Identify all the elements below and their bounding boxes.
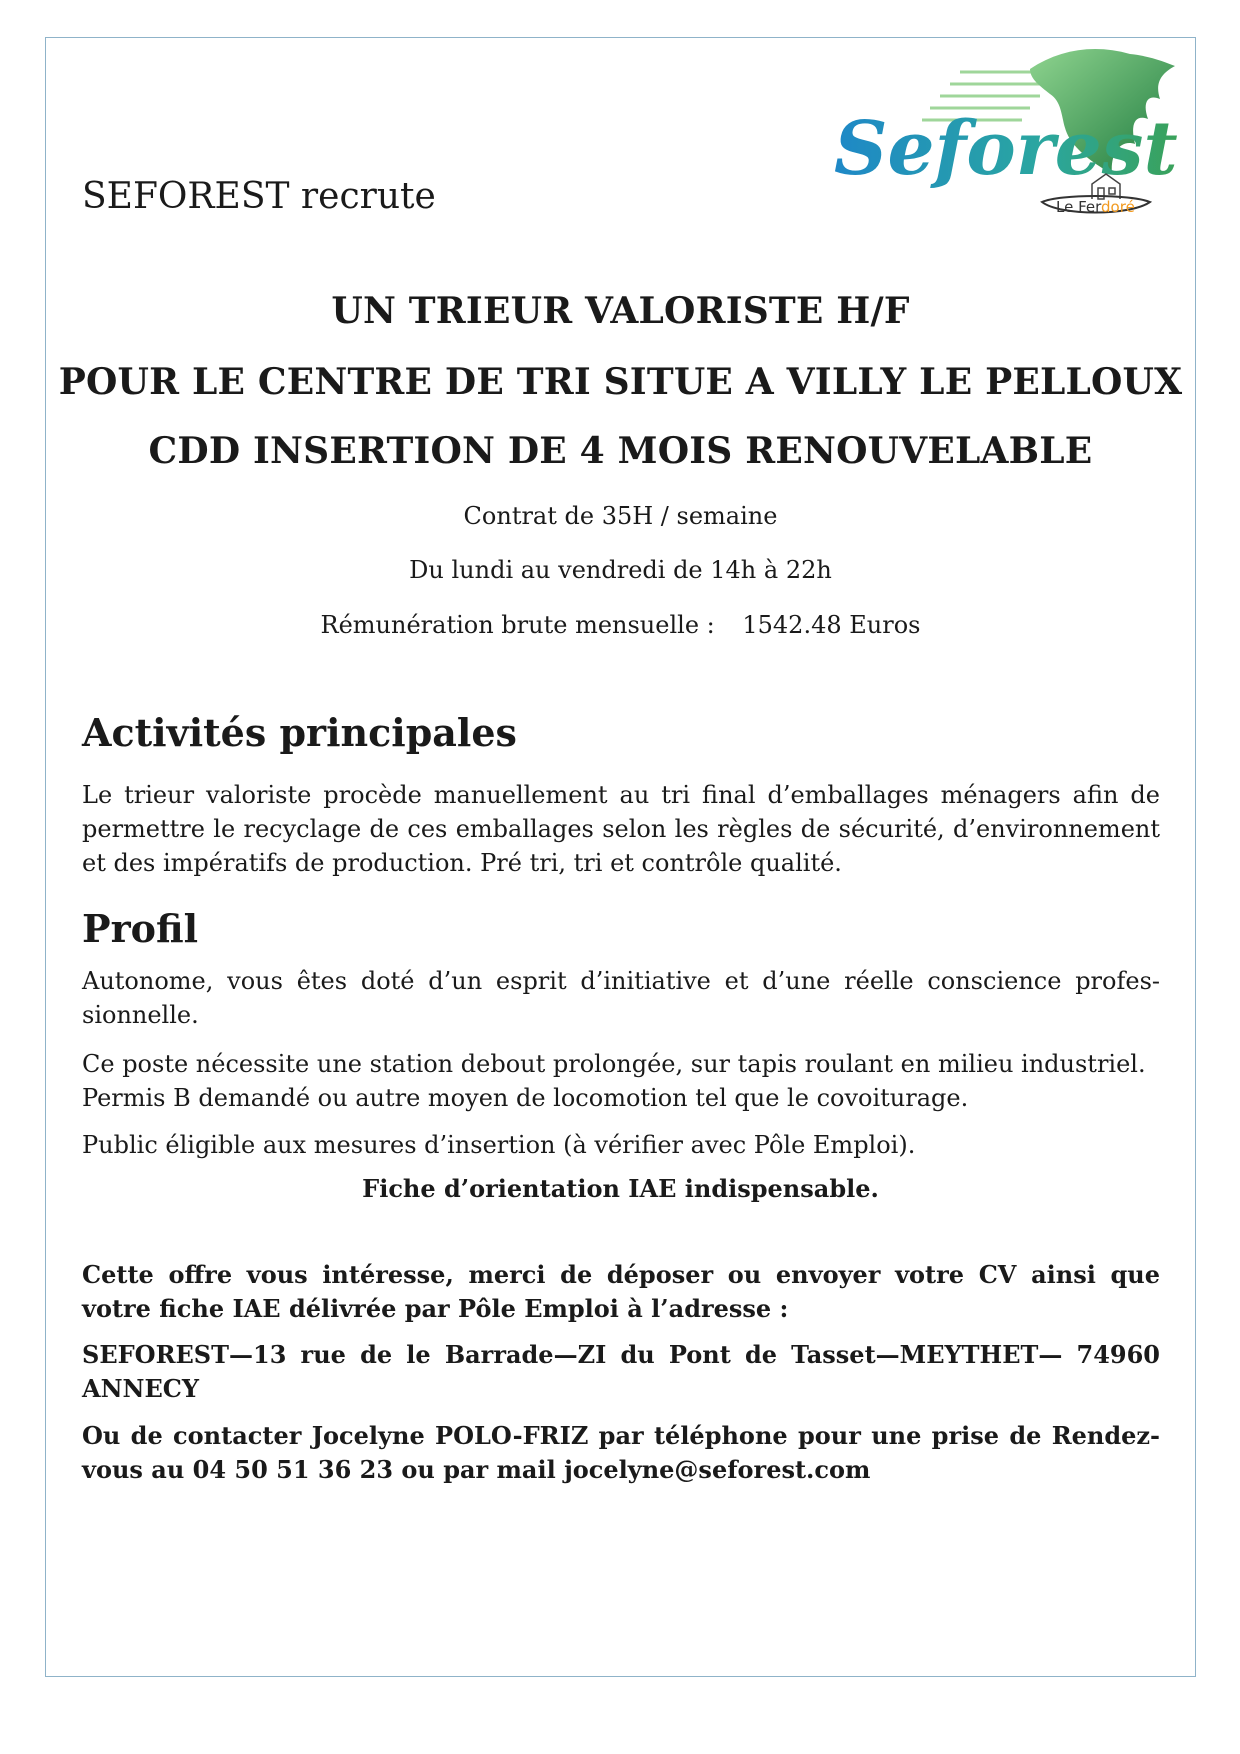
job-location: POUR LE CENTRE DE TRI SITUE A VILLY LE PELLOUX (58, 361, 1183, 403)
iae-requirement: Fiche d’orientation IAE indispensable. (362, 1174, 879, 1203)
salary-label: Rémunération brute mensuelle : (320, 611, 715, 639)
job-title: UN TRIEUR VALORISTE H/F (331, 290, 910, 332)
salary-line (50, 611, 1191, 639)
logo-sub-text: Le Ferdoré (1056, 198, 1135, 216)
seforest-logo (830, 44, 1180, 244)
contact-intro: Cette offre vous intéresse, merci de déposer ou envoyer votre CV ainsi que votre fiche IAE délivrée par Pôle Emploi à l’adresse : (82, 1260, 1160, 1323)
salary-value: 1542.48 Euros (742, 611, 921, 639)
profile-text-license: Permis B demandé ou autre moyen de locomotion tel que le covoiturage. (82, 1084, 969, 1112)
contact-address: SEFOREST—13 rue de le Barrade—ZI du Pont de Tasset—MEYTHET— 74960 ANNECY (82, 1340, 1160, 1403)
activities-heading: Activités principales (82, 710, 517, 755)
logo-brand-text: Seforest (834, 106, 1178, 192)
profile-text-autonomy: Autonome, vous êtes doté d’un esprit d’initiative et d’une réelle conscience profes-sionnelle. (82, 967, 1160, 1029)
recruiter-heading: SEFOREST recrute (82, 176, 436, 217)
contract-type: CDD INSERTION DE 4 MOIS RENOUVELABLE (148, 430, 1093, 472)
activities-text: Le trieur valoriste procède manuellement au tri final d’emballages ménagers afin de permettre le recyclage de ces emballages selon les règles de sécurité, d’environnement et des impératifs de production. Pré tri, tri et contrôle qualité. (82, 781, 1160, 877)
contact-phone-mail: Ou de contacter Jocelyne POLO-FRIZ par téléphone pour une prise de Rendez-vous au 04 50 51 36 23 ou par mail jocelyne@seforest.com (82, 1421, 1160, 1484)
profile-text-position: Ce poste nécessite une station debout prolongée, sur tapis roulant en milieu industriel. (82, 1050, 1146, 1078)
contract-hours: Contrat de 35H / semaine (463, 502, 778, 530)
work-schedule: Du lundi au vendredi de 14h à 22h (409, 556, 832, 584)
profile-heading: Profil (82, 906, 199, 951)
profile-text-eligibility: Public éligible aux mesures d’insertion (à vérifier avec Pôle Emploi). (82, 1131, 916, 1159)
